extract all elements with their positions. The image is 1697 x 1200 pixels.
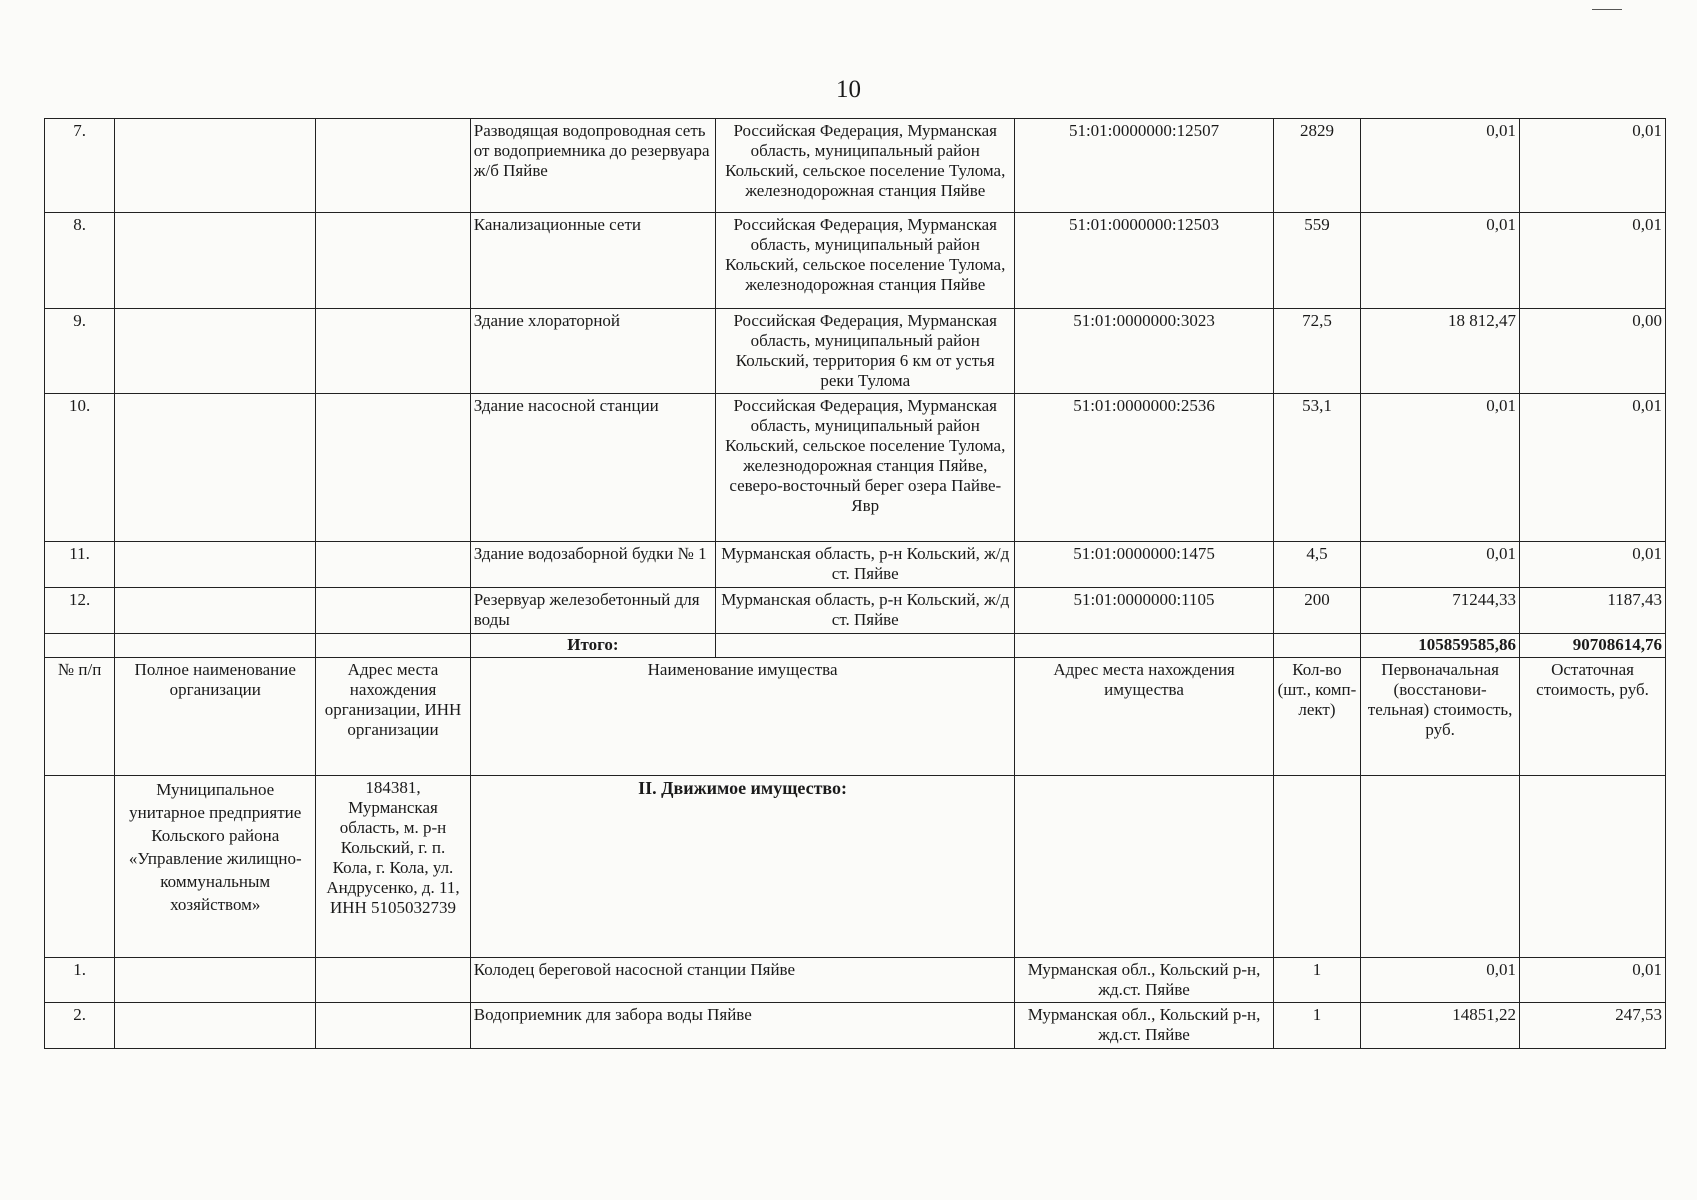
row-number: 7.	[45, 119, 115, 213]
initial-cost: 0,01	[1361, 394, 1520, 542]
residual-cost: 1187,43	[1520, 588, 1666, 634]
table-row	[45, 394, 1666, 542]
row-number: 1.	[45, 958, 115, 1003]
header-residual-cost: Остаточная стоимость, руб.	[1520, 658, 1666, 776]
table-row	[45, 1003, 1666, 1049]
table-row	[45, 213, 1666, 309]
table-row	[45, 542, 1666, 588]
row-number: 10.	[45, 394, 115, 542]
corner-mark	[1592, 9, 1622, 10]
table-row	[45, 958, 1666, 1003]
residual-cost: 0,00	[1520, 309, 1666, 394]
residual-cost: 0,01	[1520, 119, 1666, 213]
header-number: № п/п	[45, 658, 115, 776]
total-label: Итого:	[470, 634, 715, 658]
table-row	[45, 119, 1666, 213]
organization-name: Муниципальное унитарное предприятие Кольского района «Управление жилищно-коммунальным хозяйством»	[115, 776, 316, 958]
property-name: Резервуар железобетонный для воды	[470, 588, 715, 634]
row-number: 11.	[45, 542, 115, 588]
cadastre-number: 51:01:0000000:2536	[1015, 394, 1273, 542]
header-quantity: Кол-во (шт., комп-лект)	[1273, 658, 1361, 776]
quantity: 1	[1273, 1003, 1361, 1049]
cadastre-number: 51:01:0000000:1475	[1015, 542, 1273, 588]
page-number: 10	[836, 76, 861, 103]
property-name: Здание водозаборной будки № 1	[470, 542, 715, 588]
row-number: 2.	[45, 1003, 115, 1049]
initial-cost: 0,01	[1361, 119, 1520, 213]
initial-cost: 0,01	[1361, 958, 1520, 1003]
property-table	[44, 118, 1666, 1049]
quantity: 1	[1273, 958, 1361, 1003]
quantity: 4,5	[1273, 542, 1361, 588]
property-name: Разводящая водопроводная сеть от водоприемника до резервуара ж/б Пяйве	[470, 119, 715, 213]
total-residual-cost: 90708614,76	[1520, 634, 1666, 658]
row-number: 12.	[45, 588, 115, 634]
table-row	[45, 588, 1666, 634]
initial-cost: 14851,22	[1361, 1003, 1520, 1049]
property-address: Российская Федерация, Мурманская область, муниципальный район Кольский, сельское поселение Тулома, железнодорожная станция Пяйве	[716, 213, 1015, 309]
quantity: 53,1	[1273, 394, 1361, 542]
property-address: Мурманская обл., Кольский р-н, жд.ст. Пяйве	[1015, 958, 1273, 1003]
cadastre-number: 51:01:0000000:12503	[1015, 213, 1273, 309]
property-name: Канализационные сети	[470, 213, 715, 309]
quantity: 559	[1273, 213, 1361, 309]
table-row	[45, 309, 1666, 394]
cadastre-number: 51:01:0000000:12507	[1015, 119, 1273, 213]
organization-address: 184381, Мурманская область, м. р-н Кольский, г. п. Кола, г. Кола, ул. Андрусенко, д. 11, ИНН 5105032739	[316, 776, 471, 958]
property-address: Российская Федерация, Мурманская область, муниципальный район Кольский, территория 6 км от устья реки Тулома	[716, 309, 1015, 394]
header-org-name: Полное наименование организации	[115, 658, 316, 776]
quantity: 2829	[1273, 119, 1361, 213]
property-name: Колодец береговой насосной станции Пяйве	[470, 958, 1015, 1003]
residual-cost: 0,01	[1520, 958, 1666, 1003]
residual-cost: 247,53	[1520, 1003, 1666, 1049]
property-name: Здание хлораторной	[470, 309, 715, 394]
property-address: Мурманская область, р-н Кольский, ж/д ст. Пяйве	[716, 542, 1015, 588]
residual-cost: 0,01	[1520, 394, 1666, 542]
header-org-address: Адрес места нахождения организации, ИНН организации	[316, 658, 471, 776]
quantity: 200	[1273, 588, 1361, 634]
section-title: II. Движимое имущество:	[470, 776, 1015, 958]
residual-cost: 0,01	[1520, 213, 1666, 309]
total-row	[45, 634, 1666, 658]
row-number: 9.	[45, 309, 115, 394]
property-name: Здание насосной станции	[470, 394, 715, 542]
quantity: 72,5	[1273, 309, 1361, 394]
residual-cost: 0,01	[1520, 542, 1666, 588]
initial-cost: 0,01	[1361, 213, 1520, 309]
property-address: Мурманская обл., Кольский р-н, жд.ст. Пяйве	[1015, 1003, 1273, 1049]
organization-row	[45, 776, 1666, 958]
property-name: Водоприемник для забора воды Пяйве	[470, 1003, 1015, 1049]
property-address: Мурманская область, р-н Кольский, ж/д ст. Пяйве	[716, 588, 1015, 634]
property-address: Российская Федерация, Мурманская область, муниципальный район Кольский, сельское поселение Тулома, железнодорожная станция Пяйве, северо-восточный берег озера Пайве-Явр	[716, 394, 1015, 542]
header-property-name: Наименование имущества	[470, 658, 1015, 776]
row-number: 8.	[45, 213, 115, 309]
header-property-address: Адрес места нахождения имущества	[1015, 658, 1273, 776]
cadastre-number: 51:01:0000000:1105	[1015, 588, 1273, 634]
total-initial-cost: 105859585,86	[1361, 634, 1520, 658]
initial-cost: 18 812,47	[1361, 309, 1520, 394]
initial-cost: 71244,33	[1361, 588, 1520, 634]
initial-cost: 0,01	[1361, 542, 1520, 588]
property-address: Российская Федерация, Мурманская область, муниципальный район Кольский, сельское поселение Тулома, железнодорожная станция Пяйве	[716, 119, 1015, 213]
cadastre-number: 51:01:0000000:3023	[1015, 309, 1273, 394]
header-initial-cost: Первоначальная (восстанови-тельная) стоимость, руб.	[1361, 658, 1520, 776]
column-header-row	[45, 658, 1666, 776]
